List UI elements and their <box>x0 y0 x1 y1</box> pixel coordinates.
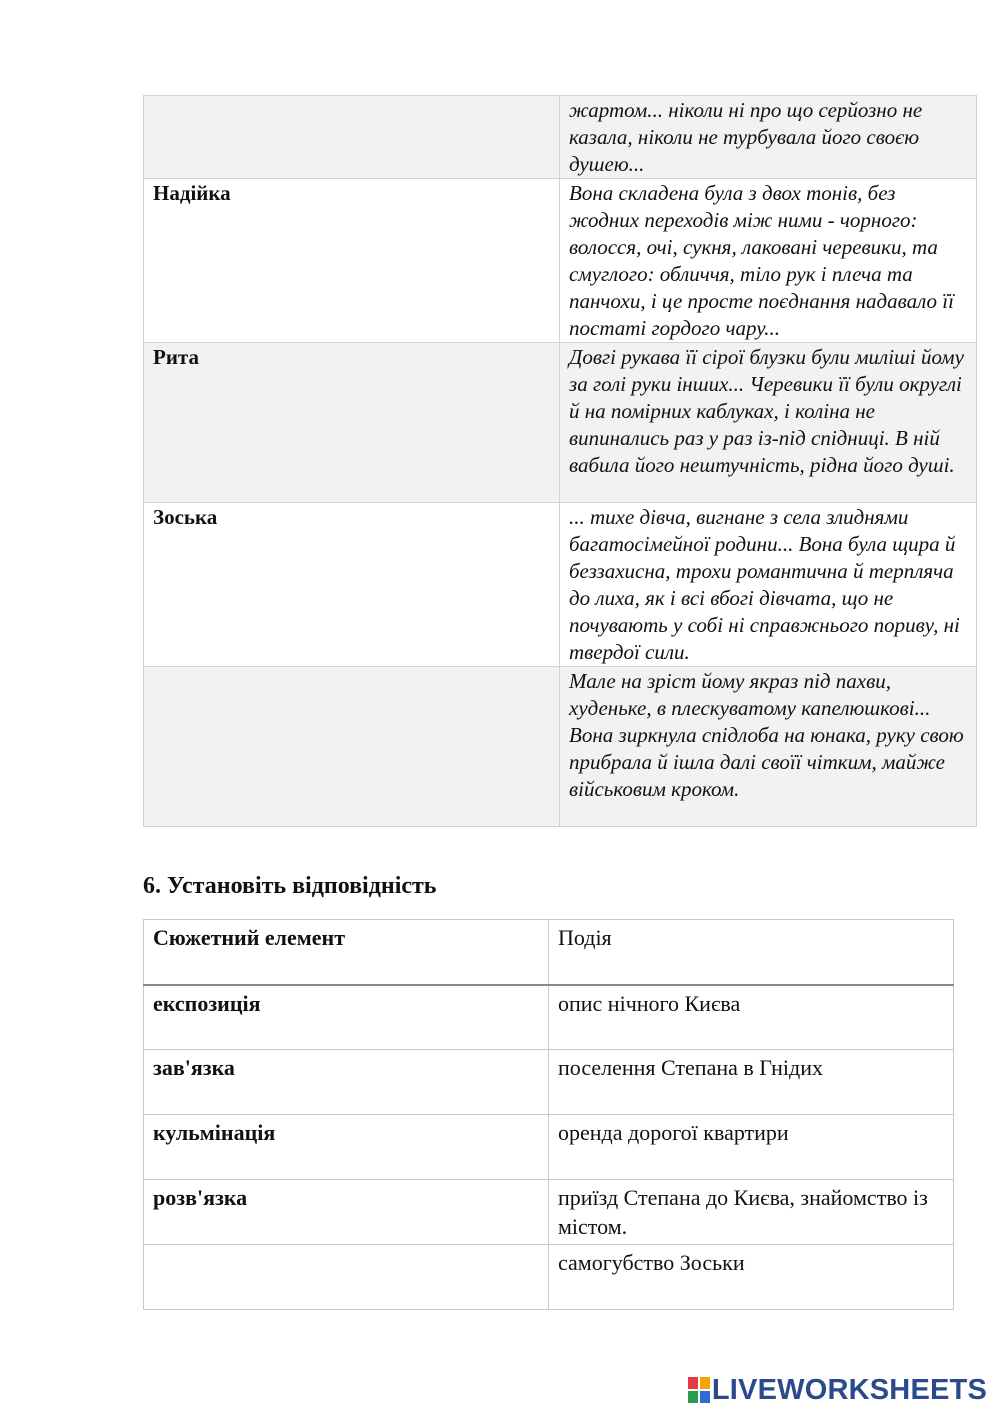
table-row <box>144 343 977 503</box>
brand-name: LIVEWORKSHEETS <box>711 1373 987 1406</box>
table-row <box>144 1115 954 1180</box>
character-description: Вона складена була з двох тонів, без жодних переходів між ними - чорного: волосся, очі, сукня, лаковані черевики, та смуглого: обличчя, тіло рук і плеча та панчохи, і це просте поєднання надавало її постаті гордого чару... <box>560 179 977 343</box>
character-name <box>144 96 560 179</box>
plot-element: кульмінація <box>144 1115 549 1180</box>
table-row <box>144 96 977 179</box>
character-name: Рита <box>144 343 560 503</box>
character-description: ... тихе дівча, вигнане з села злиднями багатосімейної родини... Вона була щира й беззахисна, трохи романтична й терпляча до лиха, як і всі вбогі дівчата, що не почувають у собі ні справжнього пориву, ні твердої сили. <box>560 503 977 667</box>
table-row <box>144 1050 954 1115</box>
plot-element: зав'язка <box>144 1050 549 1115</box>
table-row <box>144 985 954 1050</box>
character-description: Мале на зріст йому якраз під пахви, худеньке, в плескуватому капелюшкові... Вона зиркнула спідлоба на юнака, руку свою прибрала й ішла далі своїї чітким, майже військовим кроком. <box>560 667 977 827</box>
matching-table <box>143 919 954 1310</box>
table-row <box>144 667 977 827</box>
plot-event: оренда дорогої квартири <box>549 1115 954 1180</box>
plot-event: самогубство Зоськи <box>549 1245 954 1310</box>
liveworksheets-logo-icon <box>688 1377 710 1403</box>
characters-table <box>143 95 977 827</box>
plot-event: поселення Степана в Гнідих <box>549 1050 954 1115</box>
table-row <box>144 179 977 343</box>
character-description: Довгі рукава її сірої блузки були миліші йому за голі руки інших... Черевики її були округлі й на помірних каблуках, і коліна не випинались раз у раз із-під спідниці. В ній вабила його нештучність, рідна його душі. <box>560 343 977 503</box>
plot-element: експозиція <box>144 985 549 1050</box>
table-row <box>144 1245 954 1310</box>
character-name: Надійка <box>144 179 560 343</box>
character-name: Зоська <box>144 503 560 667</box>
liveworksheets-brand[interactable] <box>688 1374 987 1406</box>
table-header-row <box>144 920 954 985</box>
plot-event: опис нічного Києва <box>549 985 954 1050</box>
character-description: жартом... ніколи ні про що серйозно не казала, ніколи не турбувала його своєю душею... <box>560 96 977 179</box>
table-row <box>144 1180 954 1245</box>
character-name-empty <box>144 667 560 827</box>
plot-element-empty <box>144 1245 549 1310</box>
plot-event: приїзд Степана до Києва, знайомство із містом. <box>549 1180 954 1245</box>
section-heading: 6. Установіть відповідність <box>143 873 437 899</box>
plot-element: розв'язка <box>144 1180 549 1245</box>
column-header-element: Сюжетний елемент <box>144 920 549 985</box>
column-header-event: Подія <box>549 920 954 985</box>
table-row <box>144 503 977 667</box>
